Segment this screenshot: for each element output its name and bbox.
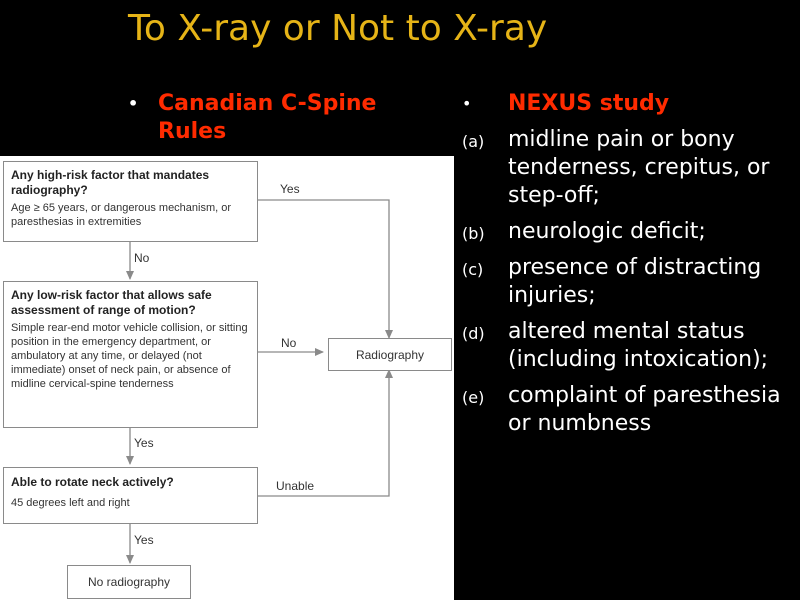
canadian-rules-heading-text: Canadian C-Spine Rules: [158, 91, 377, 144]
low-risk-question-box: [3, 281, 258, 428]
slide-title: To X-ray or Not to X-ray: [128, 8, 548, 49]
criterion-text: neurologic deficit;: [508, 219, 706, 244]
nexus-criterion: [462, 254, 796, 310]
nexus-criterion: [462, 318, 796, 374]
criterion-letter: (a): [462, 132, 485, 151]
nexus-criterion: [462, 382, 796, 438]
edge-label-yes: Yes: [134, 533, 154, 547]
nexus-criterion: [462, 218, 796, 246]
no-radiography-label: No radiography: [87, 575, 171, 589]
low-risk-detail: Simple rear-end motor vehicle collision, or sitting position in the emergency department, or ambulatory at any time, or delayed (not immediate) onset of neck pain, or absence of midline cervical-spine tenderness: [11, 322, 248, 390]
criterion-text: altered mental status (including intoxication);: [508, 319, 769, 372]
edge-label-yes: Yes: [280, 182, 300, 196]
nexus-criteria-list: [462, 126, 796, 438]
rotate-neck-question: Able to rotate neck actively?: [11, 475, 174, 489]
nexus-heading: [462, 90, 796, 120]
edge-label-no: No: [134, 251, 150, 265]
connector-q1-yes: [258, 200, 389, 338]
nexus-panel: [462, 90, 796, 446]
criterion-text: presence of distracting injuries;: [508, 255, 762, 308]
high-risk-detail: Age ≥ 65 years, or dangerous mechanism, or paresthesias in extremities: [11, 202, 232, 228]
no-radiography-box: [67, 565, 191, 599]
radiography-box: [328, 338, 452, 371]
criterion-text: midline pain or bony tenderness, crepitus, or step-off;: [508, 127, 770, 208]
radiography-label: Radiography: [355, 348, 425, 362]
criterion-letter: (b): [462, 224, 485, 243]
edge-label-yes: Yes: [134, 436, 154, 450]
edge-label-unable: Unable: [276, 479, 315, 493]
high-risk-question: Any high-risk factor that mandates radiography?: [11, 168, 210, 197]
low-risk-question: Any low-risk factor that allows safe assessment of range of motion?: [11, 288, 212, 317]
bullet-icon: •: [128, 94, 139, 113]
criterion-text: complaint of paresthesia or numbness: [508, 383, 781, 436]
nexus-criterion: [462, 126, 796, 210]
edge-label-no: No: [281, 336, 297, 350]
flowchart: [0, 156, 454, 600]
criterion-letter: (d): [462, 324, 485, 343]
bullet-icon: •: [462, 94, 472, 113]
criterion-letter: (c): [462, 260, 484, 279]
nexus-heading-text: NEXUS study: [508, 91, 670, 116]
connector-q3-unable: [258, 370, 389, 496]
rotate-neck-question-box: [3, 467, 258, 524]
criterion-letter: (e): [462, 388, 485, 407]
rotate-neck-detail: 45 degrees left and right: [11, 497, 130, 509]
high-risk-question-box: [3, 161, 258, 242]
